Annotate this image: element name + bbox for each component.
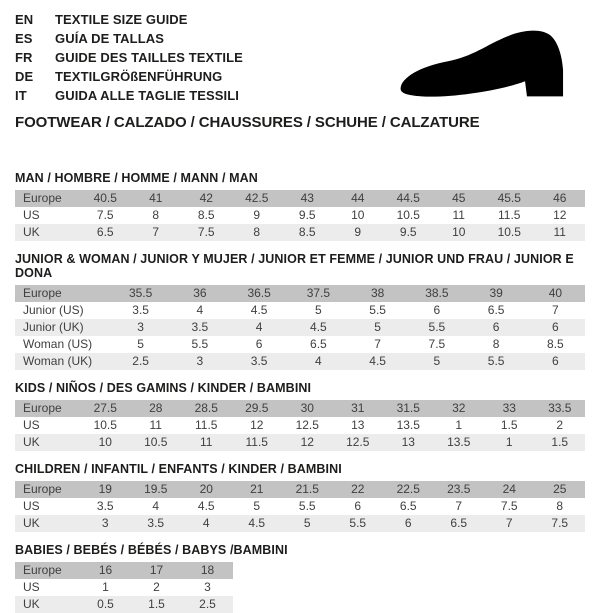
size-value: 2.5 [132, 354, 149, 368]
size-value: 6 [492, 320, 500, 334]
size-value: 42.5 [245, 191, 269, 205]
size-value: 31 [351, 401, 365, 415]
size-value: 11 [149, 418, 162, 432]
size-value: 41 [149, 191, 163, 205]
size-value: 1 [505, 435, 513, 449]
size-value: 39 [489, 286, 503, 300]
size-value: 2.5 [199, 597, 216, 611]
size-value: 25 [553, 482, 567, 496]
size-value: 33 [502, 401, 516, 415]
size-value: 23.5 [447, 482, 471, 496]
size-table [15, 400, 585, 451]
size-value: 5.5 [487, 354, 505, 368]
table-row [15, 207, 585, 224]
language-title: TEXTILGRÖßENFÜHRUNG [55, 69, 223, 84]
language-code: EN [15, 12, 34, 27]
size-value: 5 [137, 337, 144, 351]
table-row [15, 285, 585, 302]
size-value: 6 [552, 320, 559, 334]
size-value: 10.5 [497, 225, 521, 239]
size-value: 4 [315, 354, 322, 368]
size-value: 36 [193, 286, 207, 300]
size-value: 5 [433, 354, 441, 368]
size-value: 8.5 [547, 337, 564, 351]
size-value: 2 [153, 580, 160, 594]
size-value: 4.5 [369, 354, 386, 368]
row-label: Europe [23, 286, 62, 300]
size-value: 9 [253, 208, 261, 222]
size-value: 9.5 [399, 225, 417, 239]
size-section [15, 543, 585, 613]
size-value: 1.5 [551, 435, 569, 449]
size-value: 7 [552, 303, 559, 317]
size-value: 3.5 [250, 354, 268, 368]
size-value: 1.5 [148, 597, 165, 611]
size-value: 4.5 [310, 320, 327, 334]
section-title: BABIES / BEBÉS / BÉBÉS / BABYS /BAMBINI [15, 543, 288, 557]
size-value: 5 [315, 303, 322, 317]
size-value: 6 [255, 337, 263, 351]
size-value: 11.5 [245, 435, 268, 449]
size-value: 11.5 [195, 418, 218, 432]
size-value: 4 [152, 499, 160, 513]
size-value: 22 [351, 482, 365, 496]
table-row [15, 336, 585, 353]
size-value: 13.5 [396, 418, 420, 432]
size-value: 19 [98, 482, 112, 496]
size-value: 6.5 [399, 499, 417, 513]
row-label: UK [23, 225, 40, 239]
language-title: TEXTILE SIZE GUIDE [55, 12, 188, 27]
size-value: 35.5 [128, 286, 153, 300]
size-value: 12 [250, 418, 264, 432]
size-value: 17 [149, 563, 164, 577]
size-value: 0.5 [97, 597, 114, 611]
size-value: 13 [351, 418, 365, 432]
size-value: 21.5 [295, 482, 319, 496]
size-value: 7.5 [96, 208, 114, 222]
section-title: KIDS / NIÑOS / DES GAMINS / KINDER / BAMBINI [15, 381, 312, 395]
row-label: Europe [23, 191, 62, 205]
size-value: 5 [374, 320, 381, 334]
size-value: 6.5 [310, 337, 327, 351]
size-value: 4.5 [197, 499, 215, 513]
size-value: 31.5 [396, 401, 420, 415]
size-value: 37.5 [306, 286, 331, 300]
table-row [15, 562, 233, 579]
size-value: 1.5 [500, 418, 518, 432]
size-value: 28 [149, 401, 163, 415]
row-label: Junior (UK) [23, 320, 84, 334]
size-value: 7 [505, 516, 513, 530]
size-value: 46 [553, 191, 567, 205]
size-value: 10 [98, 435, 112, 449]
size-value: 45 [452, 191, 466, 205]
size-value: 7.5 [551, 516, 569, 530]
size-value: 40 [548, 286, 563, 300]
size-value: 3.5 [191, 320, 209, 334]
row-label: US [23, 499, 40, 513]
size-value: 9 [354, 225, 362, 239]
size-value: 44.5 [396, 191, 420, 205]
size-value: 27.5 [93, 401, 117, 415]
size-value: 3 [137, 320, 144, 334]
size-value: 20 [199, 482, 213, 496]
size-value: 8.5 [197, 208, 215, 222]
size-value: 6 [552, 354, 559, 368]
row-label: US [23, 208, 40, 222]
shoe-icon [393, 16, 583, 116]
size-value: 19.5 [144, 482, 168, 496]
language-code: FR [15, 50, 33, 65]
size-value: 7.5 [500, 499, 518, 513]
size-value: 43 [300, 191, 314, 205]
size-value: 4.5 [248, 516, 266, 530]
size-value: 5.5 [428, 320, 446, 334]
size-value: 11.5 [498, 208, 521, 222]
size-value: 21 [250, 482, 264, 496]
size-value: 6 [404, 516, 412, 530]
size-value: 3 [101, 516, 109, 530]
size-value: 12.5 [295, 418, 319, 432]
size-value: 8 [152, 208, 160, 222]
size-value: 22.5 [396, 482, 420, 496]
table-row [15, 579, 233, 596]
size-value: 7 [455, 499, 463, 513]
section-title: MAN / HOMBRE / HOMME / MANN / MAN [15, 171, 258, 185]
size-value: 42 [199, 191, 213, 205]
size-value: 3.5 [132, 303, 149, 317]
language-code: DE [15, 69, 34, 84]
size-table [15, 481, 585, 532]
row-label: Europe [23, 563, 62, 577]
size-value: 4 [255, 320, 263, 334]
size-section [15, 462, 585, 532]
size-value: 45.5 [497, 191, 521, 205]
size-value: 5.5 [349, 516, 367, 530]
language-title: GUIDA ALLE TAGLIE TESSILI [55, 88, 240, 103]
table-row [15, 400, 585, 417]
size-value: 6.5 [96, 225, 114, 239]
language-title: GUÍA DE TALLAS [55, 31, 165, 46]
size-value: 8 [253, 225, 261, 239]
size-value: 10.5 [396, 208, 420, 222]
size-value: 4.5 [250, 303, 268, 317]
size-value: 38.5 [425, 286, 449, 300]
size-value: 7.5 [197, 225, 215, 239]
row-label: Europe [23, 401, 62, 415]
size-value: 5.5 [191, 337, 209, 351]
row-label: UK [23, 597, 40, 611]
section-title: JUNIOR & WOMAN / JUNIOR Y MUJER / JUNIOR ET FEMME / JUNIOR UND FRAU / JUNIOR E DONA [15, 252, 574, 280]
size-value: 7 [152, 225, 160, 239]
size-table [15, 190, 585, 241]
table-row [15, 302, 585, 319]
size-value: 5.5 [369, 303, 386, 317]
size-value: 2 [556, 418, 564, 432]
size-value: 5 [303, 516, 311, 530]
size-value: 4 [202, 516, 210, 530]
size-value: 13.5 [447, 435, 471, 449]
row-label: UK [23, 516, 40, 530]
size-value: 13 [401, 435, 415, 449]
section-title: CHILDREN / INFANTIL / ENFANTS / KINDER / BAMBINI [15, 462, 342, 476]
size-value: 8 [556, 499, 564, 513]
size-table [15, 562, 233, 613]
size-value: 6.5 [487, 303, 505, 317]
size-value: 1 [102, 580, 109, 594]
size-value: 6 [433, 303, 441, 317]
language-title: GUIDE DES TAILLES TEXTILE [55, 50, 243, 65]
size-value: 44 [351, 191, 365, 205]
size-value: 33.5 [548, 401, 572, 415]
size-value: 6 [354, 499, 362, 513]
size-value: 12 [300, 435, 314, 449]
size-value: 24 [502, 482, 516, 496]
size-tables-container [15, 171, 585, 613]
size-value: 11 [553, 225, 566, 239]
size-value: 9.5 [298, 208, 316, 222]
size-value: 36.5 [247, 286, 271, 300]
size-value: 29.5 [245, 401, 269, 415]
size-value: 12.5 [346, 435, 370, 449]
size-table [15, 285, 585, 370]
size-value: 8 [492, 337, 500, 351]
table-row [15, 417, 585, 434]
table-row [15, 353, 585, 370]
row-label: UK [23, 435, 40, 449]
row-label: Junior (US) [23, 303, 84, 317]
row-label: US [23, 580, 40, 594]
size-value: 11 [200, 435, 213, 449]
table-row [15, 498, 585, 515]
size-value: 10 [452, 225, 466, 239]
table-row [15, 434, 585, 451]
size-value: 5 [253, 499, 261, 513]
size-value: 12 [553, 208, 567, 222]
category-heading: FOOTWEAR / CALZADO / CHAUSSURES / SCHUHE / CALZATURE [15, 114, 480, 131]
row-label: Woman (UK) [23, 354, 93, 368]
size-value: 10.5 [144, 435, 168, 449]
table-row [15, 190, 585, 207]
size-value: 18 [200, 563, 215, 577]
size-value: 1 [455, 418, 463, 432]
size-value: 8.5 [298, 225, 316, 239]
language-code: ES [15, 31, 33, 46]
size-value: 3 [196, 354, 204, 368]
table-row [15, 481, 585, 498]
size-value: 16 [98, 563, 113, 577]
size-value: 5.5 [298, 499, 316, 513]
table-row [15, 224, 585, 241]
size-value: 32 [452, 401, 466, 415]
language-code: IT [15, 88, 27, 103]
row-label: Woman (US) [23, 337, 93, 351]
size-value: 3.5 [96, 499, 114, 513]
size-section [15, 171, 585, 241]
size-value: 10 [351, 208, 365, 222]
size-value: 30 [300, 401, 314, 415]
row-label: Europe [23, 482, 62, 496]
size-value: 3.5 [147, 516, 165, 530]
table-row [15, 515, 585, 532]
table-row [15, 319, 585, 336]
page-header [15, 10, 585, 105]
size-value: 7.5 [428, 337, 446, 351]
size-value: 38 [370, 286, 385, 300]
size-value: 40.5 [93, 191, 117, 205]
size-value: 28.5 [194, 401, 218, 415]
size-section [15, 381, 585, 451]
size-value: 4 [196, 303, 204, 317]
row-label: US [23, 418, 40, 432]
size-value: 11 [452, 208, 465, 222]
size-value: 3 [204, 580, 211, 594]
table-row [15, 596, 233, 613]
size-value: 7 [374, 337, 381, 351]
size-value: 10.5 [93, 418, 117, 432]
size-value: 6.5 [450, 516, 468, 530]
size-section [15, 252, 585, 370]
